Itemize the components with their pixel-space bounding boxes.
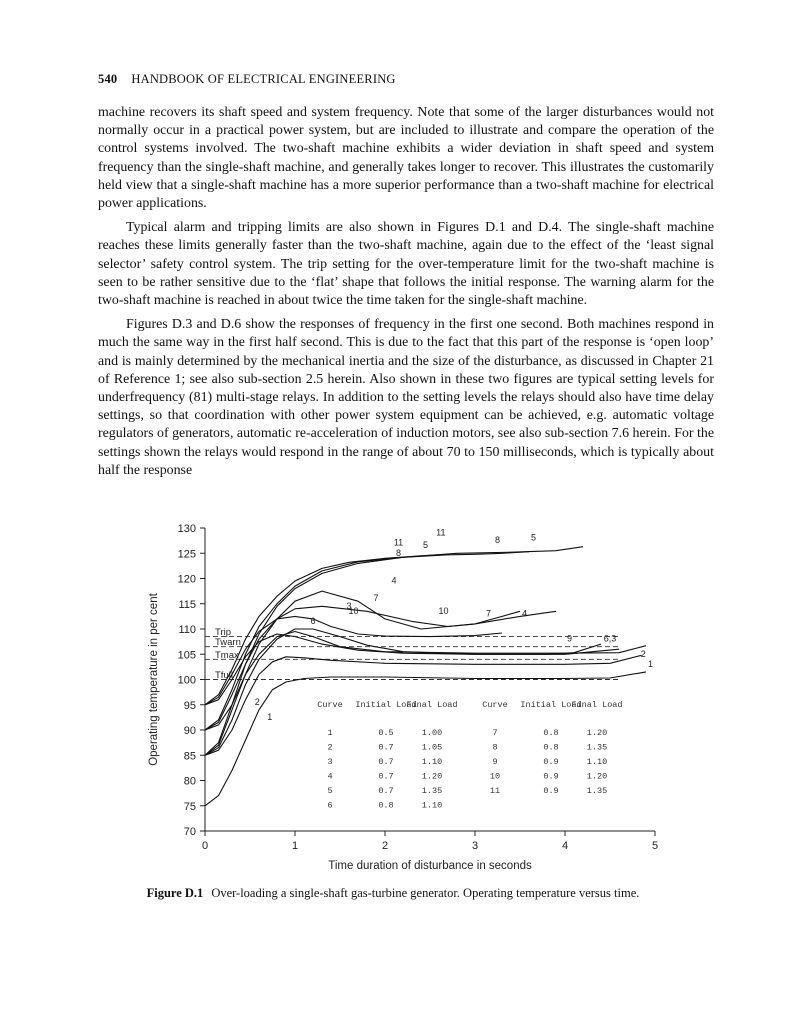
figure-d1 bbox=[130, 518, 675, 878]
table-cell: 10 bbox=[489, 771, 501, 782]
table-cell: 1.10 bbox=[421, 757, 443, 767]
table-cell: 6 bbox=[327, 800, 333, 811]
x-tick-label: 4 bbox=[561, 840, 569, 852]
table-header-initial: Initial Load bbox=[355, 700, 417, 710]
curve-label: 7 bbox=[485, 608, 492, 619]
table-cell: 0.7 bbox=[378, 757, 394, 767]
y-tick-label: 90 bbox=[183, 725, 196, 737]
x-axis-label: Time duration of disturbance in seconds bbox=[328, 860, 532, 872]
figure-caption bbox=[0, 886, 786, 901]
y-tick-label: 80 bbox=[183, 775, 196, 788]
curve-label: 8 bbox=[395, 547, 402, 558]
table-cell: 2 bbox=[327, 742, 333, 753]
y-tick-label: 95 bbox=[183, 699, 196, 712]
y-tick-label: 130 bbox=[177, 523, 196, 535]
y-tick-label: 120 bbox=[177, 573, 196, 586]
table-header-curve: Curve bbox=[317, 700, 343, 710]
curve-label: 2 bbox=[254, 696, 260, 707]
limit-label: Tmax bbox=[215, 649, 239, 661]
curve-7 bbox=[205, 606, 520, 730]
table-cell: 0.9 bbox=[543, 771, 559, 782]
table-header-curve: Curve bbox=[482, 700, 508, 710]
table-cell: 8 bbox=[492, 742, 498, 753]
curve-label: 6 bbox=[310, 615, 316, 626]
table-cell: 1 bbox=[327, 728, 333, 738]
temperature-chart bbox=[130, 518, 675, 878]
y-axis-label: Operating temperature in per cent bbox=[148, 593, 160, 766]
y-tick-label: 100 bbox=[177, 674, 196, 687]
table-cell: 1.10 bbox=[421, 800, 443, 811]
caption-label: Figure D.1 bbox=[146, 886, 204, 900]
table-cell: 1.20 bbox=[421, 771, 443, 782]
limit-label: Trip bbox=[215, 627, 232, 639]
book-title: HANDBOOK OF ELECTRICAL ENGINEERING bbox=[131, 72, 396, 86]
table-cell: 1.00 bbox=[421, 728, 443, 738]
table-cell: 5 bbox=[327, 786, 333, 796]
table-header-initial: Initial Load bbox=[520, 700, 582, 710]
curve-label: 5 bbox=[422, 540, 429, 551]
table-cell: 1.35 bbox=[586, 786, 608, 796]
caption-text: Over-loading a single-shaft gas-turbine generator. Operating temperature versus time. bbox=[211, 886, 640, 900]
table-cell: 0.5 bbox=[378, 728, 394, 738]
curve-label: 10 bbox=[348, 605, 359, 616]
limit-label: Tfull bbox=[215, 670, 233, 681]
x-tick-label: 3 bbox=[471, 840, 479, 852]
limit-label: Twarn bbox=[215, 637, 241, 649]
table-cell: 7 bbox=[492, 728, 498, 738]
table-cell: 1.05 bbox=[421, 742, 443, 753]
table-cell: 0.8 bbox=[378, 800, 394, 811]
curve-label: 7 bbox=[373, 593, 379, 604]
paragraph: Figures D.3 and D.6 show the responses of frequency in the first one second. Both machines respond in much the same way in the first half second. This is due to the fact that this part of the response is ‘open loop’ and is mainly determined by the mechanical inertia and the size of the disturbance, as discussed in Chapter 21 of Reference 1; see also sub-section 2.5 herein. Also shown in these two figures are typical setting levels for underfrequency (81) multi-stage relays. In addition to the setting levels the relays should also have time delay settings, so that coordination with other power system equipment can be achieved, e.g. automatic voltage regulators of generators, automatic re-acceleration of induction motors, see also sub-section 7.6 herein. For the settings shown the relays would respond in the range of about 70 to 150 milliseconds, which is typically about half the response bbox=[98, 317, 714, 478]
curve-label: 4 bbox=[521, 608, 528, 619]
x-tick-label: 0 bbox=[201, 840, 209, 852]
y-tick-label: 110 bbox=[178, 624, 196, 636]
curve-label: 11 bbox=[436, 527, 446, 538]
table-cell: 11 bbox=[489, 786, 501, 796]
curve-label: 3 bbox=[346, 600, 352, 611]
curve-label: 10 bbox=[438, 605, 449, 616]
table-cell: 3 bbox=[327, 757, 333, 767]
y-tick-label: 85 bbox=[183, 750, 196, 763]
curve-label: 6,3 bbox=[603, 633, 617, 644]
page-number: 540 bbox=[98, 72, 118, 86]
curve-label: 2 bbox=[640, 648, 646, 659]
table-cell: 1.35 bbox=[586, 742, 608, 753]
curve-label: 4 bbox=[391, 575, 397, 586]
paragraph: machine recovers its shaft speed and system frequency. Note that some of the larger disturbances would not normally occur in a practical power system, but are included to illustrate and compare the operation of the control systems involved. The two-shaft machine exhibits a wider deviation in shaft speed and system frequency than the single-shaft machine, and generally takes longer to recover. This illustrates the customarily held view that a single-shaft machine has a more superior performance than a two-shaft machine for electrical power applications. bbox=[98, 105, 714, 212]
x-tick-label: 5 bbox=[651, 840, 659, 852]
curve-label: 11 bbox=[393, 537, 404, 548]
y-tick-label: 75 bbox=[183, 800, 196, 813]
y-tick-label: 115 bbox=[178, 598, 196, 611]
table-cell: 1.35 bbox=[421, 786, 443, 796]
table-cell: 1.20 bbox=[586, 771, 608, 782]
table-cell: 9 bbox=[492, 757, 498, 767]
body-text bbox=[98, 104, 714, 486]
curve-label: 1 bbox=[647, 658, 654, 669]
table-header-final: Final Load bbox=[406, 700, 458, 710]
y-tick-label: 105 bbox=[177, 649, 196, 662]
x-tick-label: 1 bbox=[291, 840, 299, 852]
table-cell: 0.7 bbox=[378, 742, 394, 753]
table-cell: 0.9 bbox=[543, 786, 559, 796]
y-tick-label: 70 bbox=[183, 826, 196, 838]
table-cell: 1.20 bbox=[586, 728, 608, 738]
curve-label: 5 bbox=[530, 532, 537, 543]
table-cell: 4 bbox=[327, 771, 333, 782]
table-cell: 0.8 bbox=[543, 728, 559, 738]
curve-11 bbox=[205, 555, 439, 705]
curve-label: 1 bbox=[267, 711, 273, 722]
x-tick-label: 2 bbox=[381, 840, 389, 852]
table-cell: 0.7 bbox=[378, 771, 394, 782]
table-cell: 0.7 bbox=[378, 786, 394, 796]
y-tick-label: 125 bbox=[177, 548, 196, 561]
table-cell: 1.10 bbox=[586, 757, 608, 767]
curve-label: 8 bbox=[494, 535, 501, 546]
paragraph: Typical alarm and tripping limits are also shown in Figures D.1 and D.4. The single-shaft machine reaches these limits generally faster than the two-shaft machine, again due to the effect of the ‘least signal selector’ safety control system. The trip setting for the over-temperature limit for the two-shaft machine is seen to be rather sensitive due to the ‘flat’ shape that follows the initial response. The warning alarm for the two-shaft machine is reached in about twice the time taken for the single-shaft machine. bbox=[98, 220, 714, 309]
table-cell: 0.8 bbox=[543, 742, 559, 753]
table-header-final: Final Load bbox=[571, 700, 623, 710]
curve-label: 9 bbox=[566, 633, 573, 644]
table-cell: 0.9 bbox=[543, 757, 559, 767]
running-head bbox=[98, 72, 396, 87]
